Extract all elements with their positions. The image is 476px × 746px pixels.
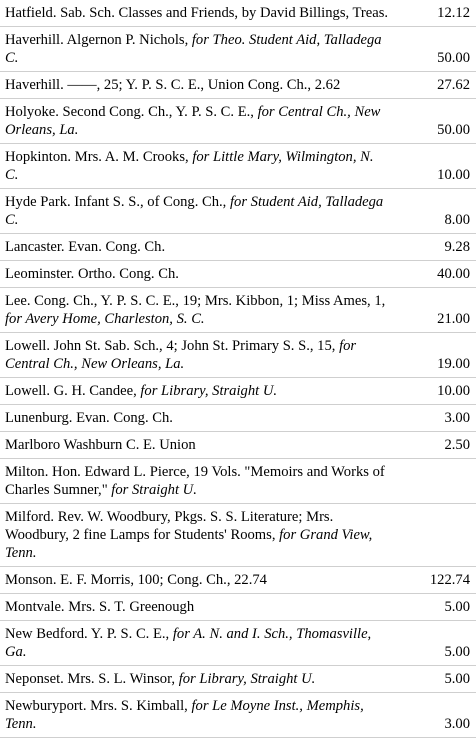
entry-text: Lunenburg. Evan. Cong. Ch.	[5, 410, 173, 426]
entry-description	[5, 31, 414, 67]
entry-amount: 21.00	[437, 311, 470, 327]
entry-designation: for Library, Straight U.	[178, 671, 316, 687]
entry-description	[5, 508, 414, 562]
entry-text: Hyde Park. Infant S. S., of Cong. Ch.,	[5, 194, 230, 210]
entry-description	[5, 463, 414, 499]
ledger-row	[0, 234, 476, 261]
entry-designation: for Le Moyne Inst., Memphis, Tenn.	[5, 698, 364, 732]
entry-designation: for A. N. and I. Sch., Thomasville, Ga.	[5, 626, 372, 660]
ledger-row	[0, 459, 476, 504]
entry-designation: for Grand View, Tenn.	[5, 527, 373, 561]
entry-designation: for Straight U.	[111, 482, 197, 498]
entry-description	[5, 193, 414, 229]
entry-amount: 5.00	[444, 599, 470, 615]
entry-text: Leominster. Ortho. Cong. Ch.	[5, 266, 179, 282]
entry-description	[5, 436, 414, 454]
entry-description	[5, 292, 414, 328]
entry-amount: 27.62	[437, 77, 470, 93]
entry-text: Holyoke. Second Cong. Ch., Y. P. S. C. E.,	[5, 104, 258, 120]
ledger-row	[0, 189, 476, 234]
ledger-row	[0, 504, 476, 567]
entry-description	[5, 148, 414, 184]
entry-text: Milford. Rev. W. Woodbury, Pkgs. S. S. Literature; Mrs. Woodbury, 2 fine Lamps for Students' Rooms,	[5, 509, 334, 543]
ledger-row	[0, 72, 476, 99]
entry-text: Lancaster. Evan. Cong. Ch.	[5, 239, 166, 255]
entry-designation: for Avery Home, Charleston, S. C.	[5, 311, 205, 327]
entry-amount: 3.00	[444, 410, 470, 426]
entry-description	[5, 337, 414, 373]
ledger-row	[0, 405, 476, 432]
entry-description	[5, 598, 414, 616]
entry-text: Lee. Cong. Ch., Y. P. S. C. E., 19; Mrs. Kibbon, 1; Miss Ames, 1,	[5, 293, 386, 309]
entry-amount: 12.12	[437, 5, 470, 21]
ledger-row	[0, 333, 476, 378]
entry-text: Montvale. Mrs. S. T. Greenough	[5, 599, 195, 615]
entry-description	[5, 625, 414, 661]
entry-designation: for Student Aid, Talladega C.	[5, 194, 384, 228]
entry-amount: 19.00	[437, 356, 470, 372]
entry-amount: 3.00	[444, 716, 470, 732]
entry-designation: for Central Ch., New Orleans, La.	[5, 338, 357, 372]
entry-designation: for Library, Straight U.	[140, 383, 278, 399]
ledger-row	[0, 432, 476, 459]
ledger-row	[0, 567, 476, 594]
ledger-row	[0, 594, 476, 621]
entry-designation: for Little Mary, Wilmington, N. C.	[5, 149, 374, 183]
entry-description	[5, 382, 414, 400]
ledger-row	[0, 99, 476, 144]
ledger-row	[0, 261, 476, 288]
entry-text: Marlboro Washburn C. E. Union	[5, 437, 196, 453]
entry-text: Lowell. G. H. Candee,	[5, 383, 141, 399]
entry-amount: 50.00	[437, 122, 470, 138]
entry-description	[5, 409, 414, 427]
entry-text: Lowell. John St. Sab. Sch., 4; John St. Primary S. S., 15,	[5, 338, 340, 354]
ledger-row	[0, 288, 476, 333]
entry-description	[5, 76, 414, 94]
entry-text: New Bedford. Y. P. S. C. E.,	[5, 626, 173, 642]
entry-amount: 10.00	[437, 383, 470, 399]
ledger-row	[0, 0, 476, 27]
entry-amount: 9.28	[444, 239, 470, 255]
entry-amount: 5.00	[444, 644, 470, 660]
ledger-row	[0, 144, 476, 189]
entry-text: Milton. Hon. Edward L. Pierce, 19 Vols. "Memoirs and Works of Charles Sumner,"	[5, 464, 385, 498]
ledger-row	[0, 693, 476, 738]
entry-text: Haverhill. Algernon P. Nichols,	[5, 32, 192, 48]
ledger-row	[0, 666, 476, 693]
entry-text: Monson. E. F. Morris, 100; Cong. Ch., 22.74	[5, 572, 267, 588]
entry-designation: for Theo. Student Aid, Talladega C.	[5, 32, 382, 66]
entry-amount: 50.00	[437, 50, 470, 66]
entry-text: Hatfield. Sab. Sch. Classes and Friends, by David Billings, Treas.	[5, 5, 389, 21]
entry-text: Newburyport. Mrs. S. Kimball,	[5, 698, 192, 714]
entry-description	[5, 670, 414, 688]
entry-description	[5, 571, 414, 589]
entry-description	[5, 4, 414, 22]
entry-amount: 2.50	[444, 437, 470, 453]
entry-text: Haverhill. ——, 25; Y. P. S. C. E., Union Cong. Ch., 2.62	[5, 77, 341, 93]
entry-text: Hopkinton. Mrs. A. M. Crooks,	[5, 149, 193, 165]
entry-description	[5, 265, 414, 283]
entry-amount: 122.74	[429, 572, 470, 588]
entry-designation: for Central Ch., New Orleans, La.	[5, 104, 381, 138]
ledger-row	[0, 27, 476, 72]
entry-amount: 10.00	[437, 167, 470, 183]
ledger-row	[0, 378, 476, 405]
entry-description	[5, 103, 414, 139]
entry-amount: 40.00	[437, 266, 470, 282]
entry-description	[5, 697, 414, 733]
entry-amount: 8.00	[444, 212, 470, 228]
entry-amount: 5.00	[444, 671, 470, 687]
ledger-row	[0, 621, 476, 666]
entry-text: Neponset. Mrs. S. L. Winsor,	[5, 671, 179, 687]
entry-description	[5, 238, 414, 256]
